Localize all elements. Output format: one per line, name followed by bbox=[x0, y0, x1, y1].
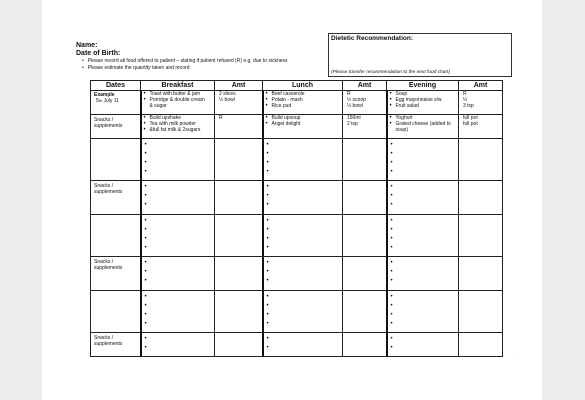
page-marker: . bbox=[514, 356, 516, 362]
list-item: • Build upsoup bbox=[265, 115, 342, 121]
blank-breakfast-cell[interactable]: • • • • bbox=[141, 215, 215, 257]
snacks-label[interactable]: Snacks / supplements bbox=[91, 333, 141, 357]
blank-snack-lunch-amt-cell[interactable] bbox=[343, 257, 387, 291]
blank-snacks-row bbox=[91, 333, 503, 357]
blank-lunch-cell[interactable]: • • • • bbox=[263, 291, 343, 333]
snacks-label[interactable]: Snacks / supplements bbox=[91, 181, 141, 215]
blank-evening-cell[interactable]: • • • • bbox=[387, 139, 459, 181]
example-snack-lunch-cell[interactable] bbox=[263, 115, 343, 139]
snacks-label[interactable]: Snacks / supplements bbox=[91, 257, 141, 291]
example-lunch-amt-cell[interactable]: R ½ scoop ½ bowl bbox=[343, 91, 387, 115]
blank-snack-evening-cell[interactable]: • • • bbox=[387, 181, 459, 215]
list-item-continued: & sugar bbox=[149, 103, 167, 109]
blank-date-cell[interactable] bbox=[91, 291, 141, 333]
col-breakfast-amt: Amt bbox=[215, 81, 263, 91]
header-row bbox=[91, 81, 503, 91]
col-lunch: Lunch bbox=[263, 81, 343, 91]
example-lunch-cell[interactable] bbox=[263, 91, 343, 115]
example-date: 5th July 11 bbox=[96, 98, 119, 104]
blank-snacks-row bbox=[91, 257, 503, 291]
blank-snack-evening-amt-cell[interactable] bbox=[459, 181, 503, 215]
col-evening: Evening bbox=[387, 81, 459, 91]
blank-lunch-amt-cell[interactable] bbox=[343, 291, 387, 333]
list-item: • Potato - mash bbox=[265, 97, 342, 103]
blank-lunch-cell[interactable]: • • • • bbox=[263, 215, 343, 257]
example-evening-cell[interactable] bbox=[387, 91, 459, 115]
blank-breakfast-cell[interactable]: • • • • bbox=[141, 139, 215, 181]
blank-evening-amt-cell[interactable] bbox=[459, 139, 503, 181]
blank-snack-evening-cell[interactable]: • • • bbox=[387, 257, 459, 291]
blank-day-row bbox=[91, 215, 503, 257]
example-snacks-label[interactable]: Snacks / supplements bbox=[91, 115, 141, 139]
list-item: • Soup bbox=[389, 91, 458, 97]
list-item-continued: soup) bbox=[395, 127, 409, 133]
example-snack-breakfast-amt-cell[interactable]: R bbox=[215, 115, 263, 139]
list-item: • Grated cheese (added to bbox=[389, 121, 458, 127]
blank-evening-amt-cell[interactable] bbox=[459, 215, 503, 257]
col-lunch-amt: Amt bbox=[343, 81, 387, 91]
blank-breakfast-amt-cell[interactable] bbox=[215, 139, 263, 181]
example-breakfast-cell[interactable] bbox=[141, 91, 215, 115]
instruction-2: • Please estimate the quantity taken and record bbox=[82, 65, 190, 71]
list-item: • Egg mayonnaise s/w bbox=[389, 97, 458, 103]
blank-lunch-amt-cell[interactable] bbox=[343, 139, 387, 181]
blank-snack-breakfast-amt-cell[interactable] bbox=[215, 333, 263, 357]
name-label: Name: bbox=[76, 42, 98, 49]
list-item: • &full fat milk & 2sugars bbox=[143, 127, 214, 133]
blank-snack-evening-amt-cell[interactable] bbox=[459, 333, 503, 357]
recommendation-note: (Please transfer recommendation to the next food chart) bbox=[331, 70, 450, 75]
food-chart-table bbox=[90, 80, 503, 357]
patient-header bbox=[76, 42, 326, 72]
blank-snack-lunch-cell[interactable]: • • • bbox=[263, 181, 343, 215]
blank-snack-breakfast-amt-cell[interactable] bbox=[215, 181, 263, 215]
instruction-1: • Please record all food offered to patient – stating if patient refused (R) e.g. due to sickness bbox=[82, 58, 288, 64]
example-label: Example bbox=[94, 92, 115, 98]
list-item: • Toast with butter & jam bbox=[143, 91, 214, 97]
blank-date-cell[interactable] bbox=[91, 215, 141, 257]
list-item: • Build upshake bbox=[143, 115, 214, 121]
dietetic-recommendation-box[interactable] bbox=[328, 33, 512, 77]
blank-snack-lunch-cell[interactable]: • • bbox=[263, 333, 343, 357]
blank-evening-cell[interactable]: • • • • bbox=[387, 291, 459, 333]
blank-snack-breakfast-cell[interactable]: • • • bbox=[141, 257, 215, 291]
list-item: • Yoghurt bbox=[389, 115, 458, 121]
list-item: • Beef casserole bbox=[265, 91, 342, 97]
blank-lunch-amt-cell[interactable] bbox=[343, 215, 387, 257]
list-item: • Fruit salad bbox=[389, 103, 458, 109]
example-snack-lunch-amt-cell[interactable]: 150ml 2 tsp bbox=[343, 115, 387, 139]
blank-day-row bbox=[91, 139, 503, 181]
dob-label: Date of Birth: bbox=[76, 50, 121, 57]
example-snack-evening-cell[interactable] bbox=[387, 115, 459, 139]
recommendation-title: Dietetic Recommendation: bbox=[331, 35, 413, 42]
blank-snacks-row bbox=[91, 181, 503, 215]
blank-snack-lunch-amt-cell[interactable] bbox=[343, 333, 387, 357]
example-snacks-row bbox=[91, 115, 503, 139]
blank-snack-breakfast-amt-cell[interactable] bbox=[215, 257, 263, 291]
blank-breakfast-amt-cell[interactable] bbox=[215, 291, 263, 333]
example-date-cell[interactable] bbox=[91, 91, 141, 115]
blank-snack-breakfast-cell[interactable]: • • • bbox=[141, 181, 215, 215]
list-item: • Porridge & double cream bbox=[143, 97, 214, 103]
food-chart-page bbox=[42, 0, 542, 400]
blank-snack-lunch-amt-cell[interactable] bbox=[343, 181, 387, 215]
col-breakfast: Breakfast bbox=[141, 81, 215, 91]
blank-breakfast-cell[interactable]: • • • • bbox=[141, 291, 215, 333]
blank-lunch-cell[interactable]: • • • • bbox=[263, 139, 343, 181]
example-evening-amt-cell[interactable]: R ½ 3 tsp bbox=[459, 91, 503, 115]
blank-date-cell[interactable] bbox=[91, 139, 141, 181]
example-snack-breakfast-cell[interactable] bbox=[141, 115, 215, 139]
example-snack-evening-amt-cell[interactable]: full pot full pot bbox=[459, 115, 503, 139]
col-dates: Dates bbox=[91, 81, 141, 91]
col-evening-amt: Amt bbox=[459, 81, 503, 91]
example-breakfast-amt-cell[interactable]: 2 slices ½ bowl bbox=[215, 91, 263, 115]
blank-snack-evening-amt-cell[interactable] bbox=[459, 257, 503, 291]
list-item: • Angel delight bbox=[265, 121, 342, 127]
blank-evening-amt-cell[interactable] bbox=[459, 291, 503, 333]
blank-snack-breakfast-cell[interactable]: • • bbox=[141, 333, 215, 357]
blank-day-row bbox=[91, 291, 503, 333]
blank-evening-cell[interactable]: • • • • bbox=[387, 215, 459, 257]
list-item: • Tea with milk powder bbox=[143, 121, 214, 127]
blank-breakfast-amt-cell[interactable] bbox=[215, 215, 263, 257]
blank-snack-lunch-cell[interactable]: • • • bbox=[263, 257, 343, 291]
example-day-row bbox=[91, 91, 503, 115]
blank-snack-evening-cell[interactable]: • • bbox=[387, 333, 459, 357]
list-item: • Rice pud bbox=[265, 103, 342, 109]
